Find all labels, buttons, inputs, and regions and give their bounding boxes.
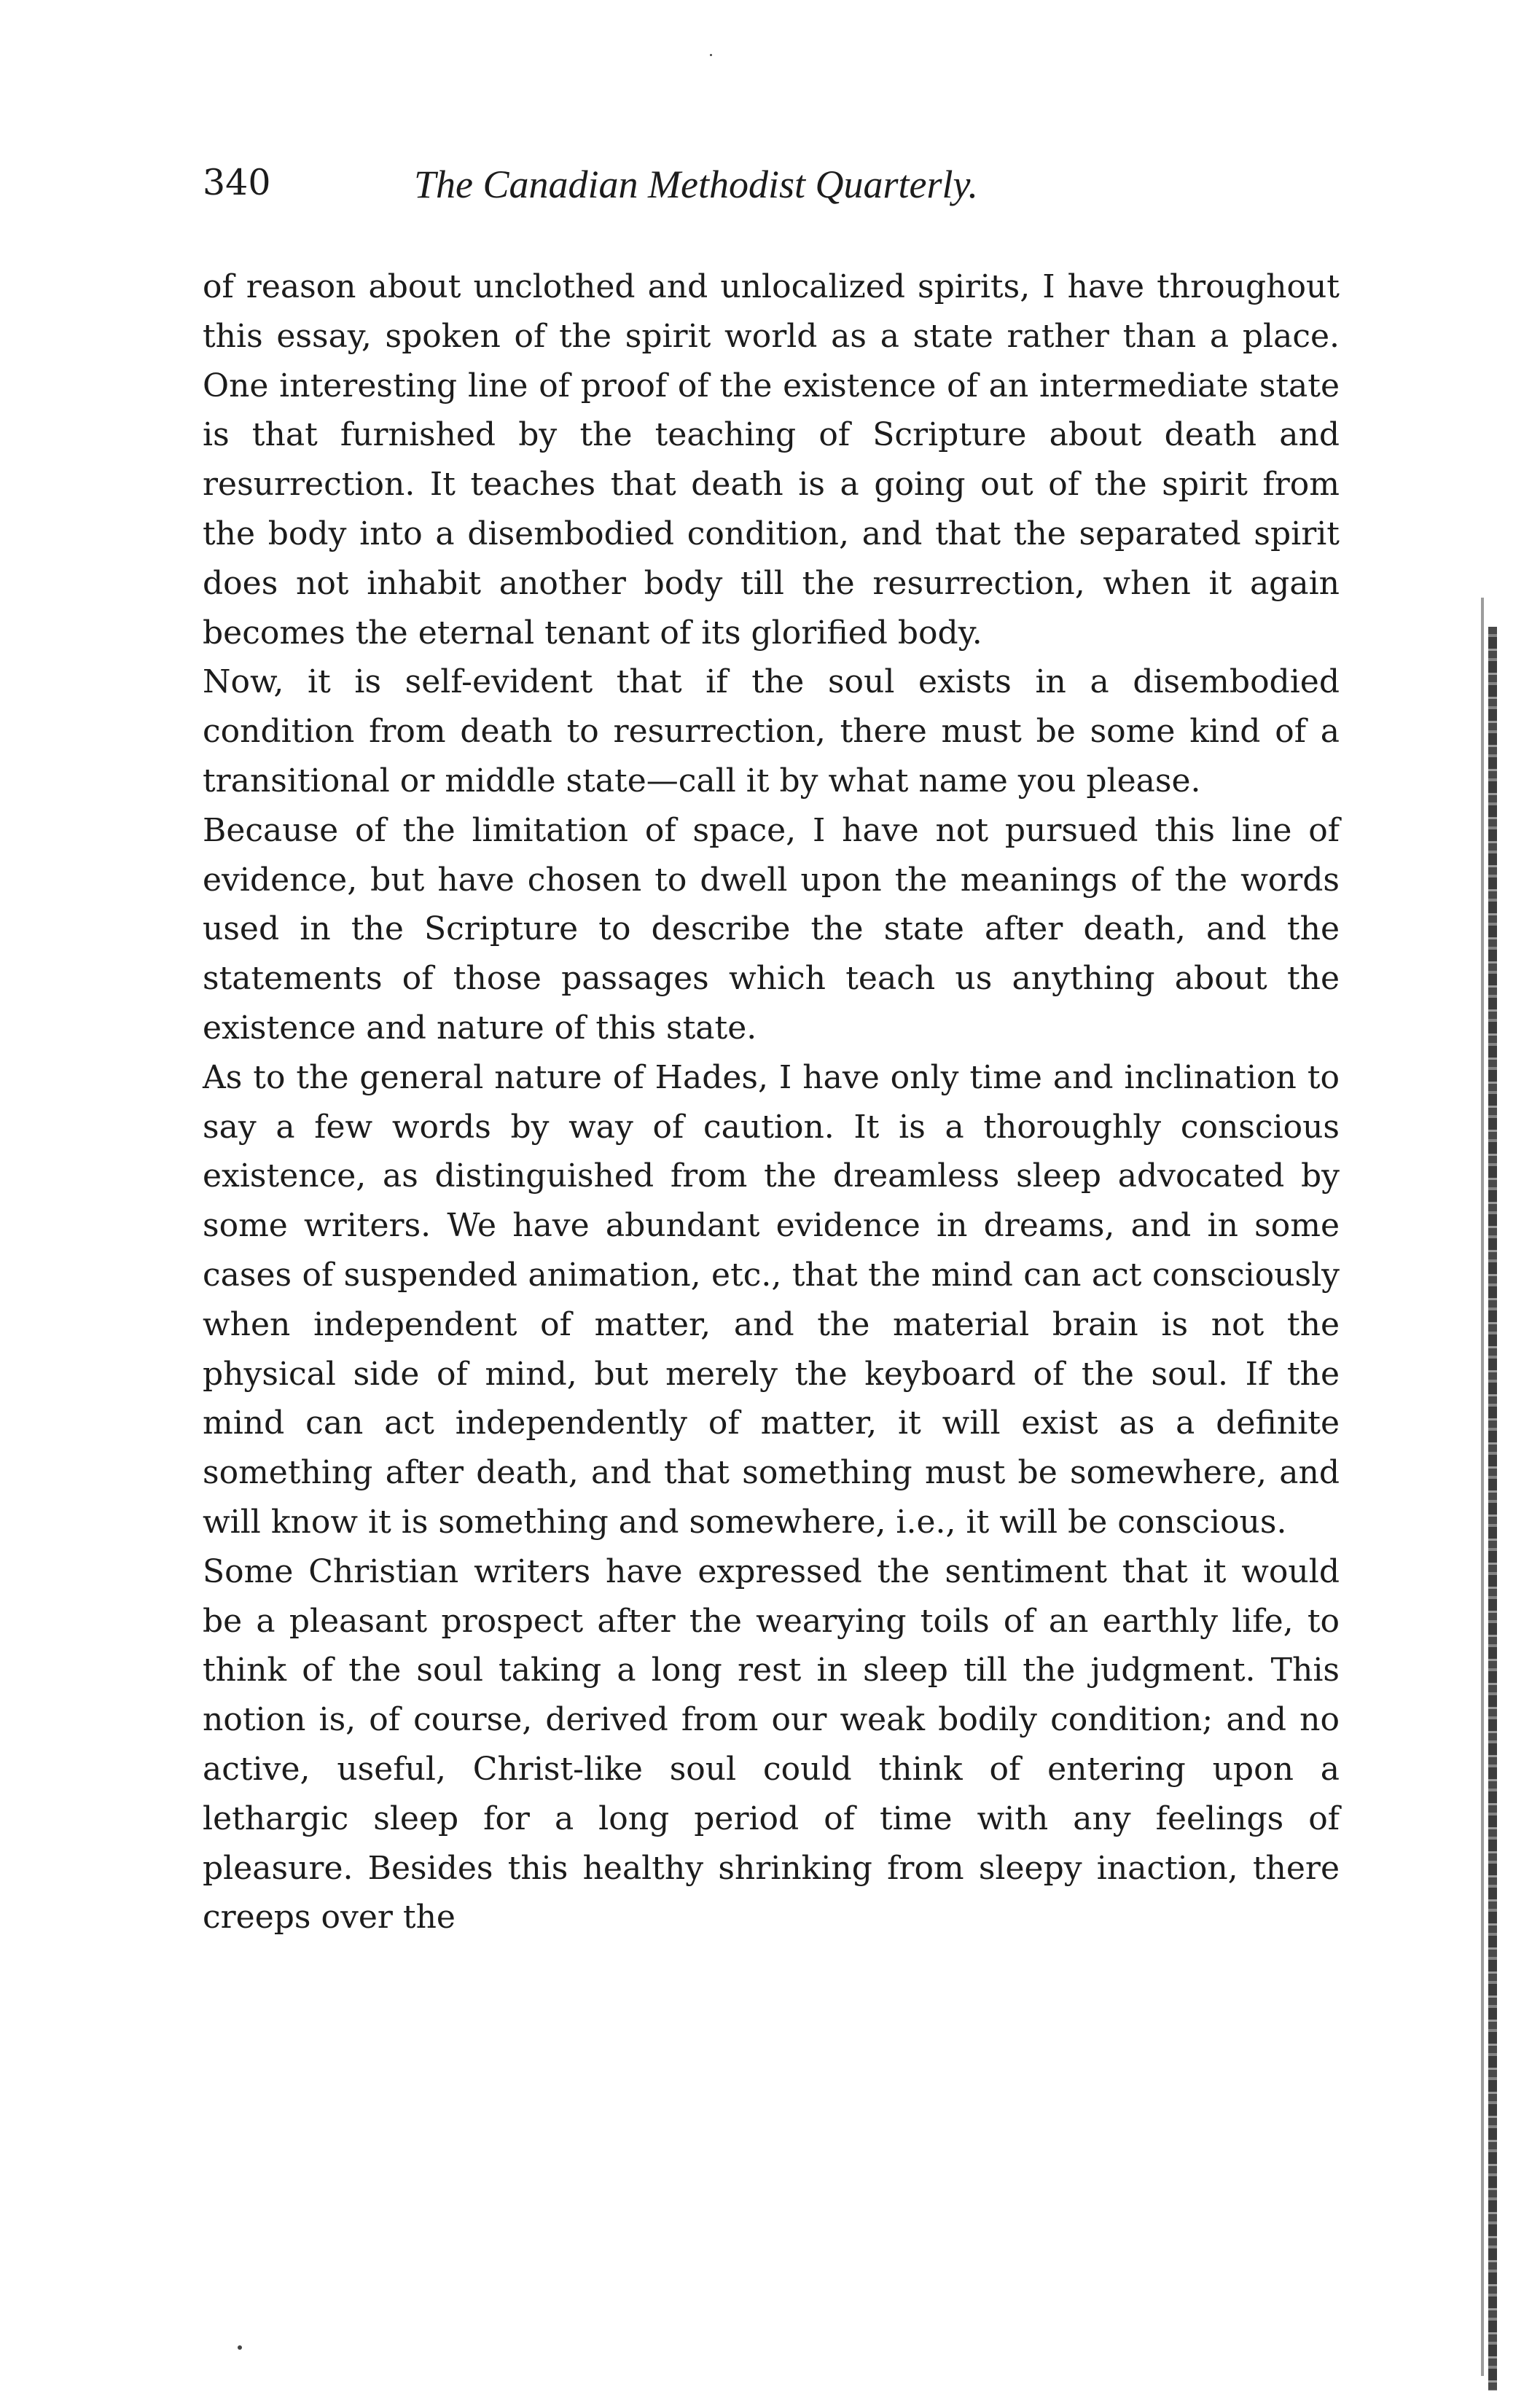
paragraph: Some Christian writers have expressed the sentiment that it would be a pleasant prospect after the wearying toils of an earthly life, to think of the soul taking a long rest in sleep till the judgment. This notion is, of course, derived from our weak bodily condition; and no active, useful, Christ-like soul could think of entering upon a lethargic sleep for a long period of time with any feelings of pleasure. Besides this healthy shrinking from sleepy inaction, there creeps over the: [203, 1552, 1340, 1936]
scan-speck: [710, 54, 712, 56]
paragraph: of reason about unclothed and unlocalized spirits, I have throughout this essay, spoken of the spirit world as a state rather than a place. One interesting line of proof of the existence of an intermediate state is that furnished by the teaching of Scripture about death and resurrection. It teaches that death is a going out of the spirit from the body into a disembodied condition, and that the separated spirit does not inhabit another body till the resurrection, when it again becomes the eternal tenant of its glorified body.: [203, 268, 1340, 652]
running-title: The Canadian Methodist Quarterly.: [414, 163, 978, 206]
page-header: [203, 162, 1340, 220]
page-number: 340: [203, 162, 271, 203]
scan-speck: [238, 2345, 242, 2350]
body-text: [203, 262, 1340, 1942]
scan-edge-line: [1481, 598, 1484, 2376]
paragraph: As to the general nature of Hades, I have only time and inclination to say a few words by way of caution. It is a thoroughly conscious existence, as distinguished from the dreamless sleep advocated by some writers. We have abundant evidence in dreams, and in some cases of suspended animation, etc., that the mind can act consciously when independent of matter, and the material brain is not the physical side of mind, but merely the keyboard of the soul. If the mind can act independently of matter, it will exist as a definite something after death, and that something must be somewhere, and will know it is something and somewhere, i.e., it will be conscious.: [203, 1058, 1340, 1541]
scan-edge-artifact: [1488, 627, 1497, 2391]
paragraph: Now, it is self-evident that if the soul exists in a disembodied condition from death to resurrection, there must be some kind of a transitional or middle state—call it by what name you please.: [203, 663, 1340, 800]
paragraph: Because of the limitation of space, I have not pursued this line of evidence, but have chosen to dwell upon the meanings of the words used in the Scripture to describe the state after death, and the statements of those passages which teach us anything about the existence and nature of this state.: [203, 811, 1340, 1047]
